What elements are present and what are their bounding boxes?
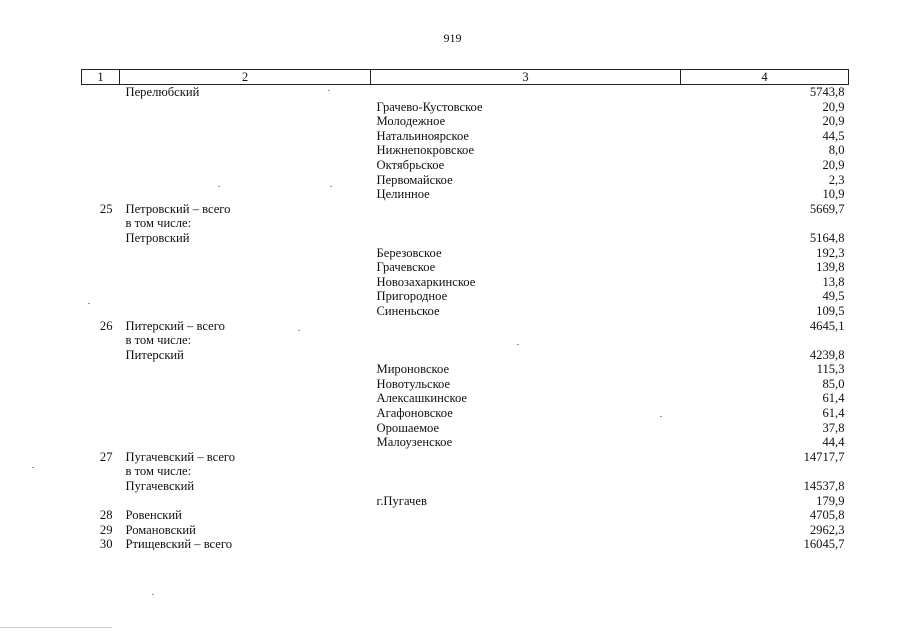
row-number: [82, 333, 120, 348]
district-name: Ртищевский – всего: [125, 537, 233, 552]
row-number: [82, 231, 120, 246]
row-value: 14537,8: [803, 479, 845, 494]
settlement-name: Новозахаркинское: [376, 274, 476, 289]
row-number: [82, 260, 120, 275]
row-value: 44,5: [822, 128, 845, 143]
settlement-name: Нижнепокровское: [376, 143, 475, 158]
row-number: [82, 85, 120, 100]
scan-edge-line: [0, 627, 112, 628]
table-row: [82, 450, 849, 465]
row-value: 37,8: [822, 420, 845, 435]
district-name: [120, 421, 371, 436]
row-number: [82, 173, 120, 188]
table-row: [82, 85, 849, 100]
row-value: 2,3: [828, 172, 845, 187]
row-value: 5743,8: [809, 85, 845, 99]
district-name: [120, 100, 371, 115]
table-body: [82, 85, 849, 553]
district-name: [120, 114, 371, 129]
settlement-name: г.Пугачев: [376, 493, 427, 508]
row-value: 44,4: [822, 435, 845, 450]
row-value: 13,8: [822, 274, 845, 289]
row-number: [82, 187, 120, 202]
row-number: 25: [99, 201, 113, 216]
settlement-name: [371, 464, 681, 479]
row-number: [82, 435, 120, 450]
row-number: [82, 216, 120, 231]
table-row: [82, 275, 849, 290]
district-name: [120, 260, 371, 275]
district-name: [120, 391, 371, 406]
row-value: 8,0: [828, 143, 845, 158]
settlement-name: [371, 231, 681, 246]
settlement-name: [371, 319, 681, 334]
district-name: в том числе:: [125, 216, 192, 231]
table-row: [82, 494, 849, 509]
table-row: [82, 479, 849, 494]
table-row: [82, 537, 849, 552]
table-row: [82, 143, 849, 158]
district-name: [120, 304, 371, 319]
district-name: [120, 173, 371, 188]
district-name: [120, 129, 371, 144]
row-value: 14717,7: [803, 449, 845, 464]
district-name: [120, 377, 371, 392]
table-row: [82, 129, 849, 144]
table-row: [82, 508, 849, 523]
row-number: 27: [99, 449, 113, 464]
district-name: Перелюбский: [125, 85, 200, 99]
row-value: 115,3: [816, 362, 845, 377]
settlement-name: Октябрьское: [376, 157, 445, 172]
settlement-name: Синеньское: [376, 303, 440, 318]
district-name: [120, 275, 371, 290]
row-number: 30: [99, 537, 113, 552]
district-name: [120, 143, 371, 158]
district-name: [120, 187, 371, 202]
row-value: 20,9: [822, 114, 845, 129]
settlement-name: Первомайское: [376, 172, 453, 187]
settlement-name: Алексашкинское: [376, 391, 468, 406]
row-value: 85,0: [822, 376, 845, 391]
row-value: 4239,8: [809, 347, 845, 362]
settlement-name: [371, 333, 681, 348]
row-number: [82, 275, 120, 290]
settlement-name: [371, 202, 681, 217]
row-number: [82, 100, 120, 115]
row-number: [82, 158, 120, 173]
district-name: [120, 158, 371, 173]
table-row: [82, 377, 849, 392]
column-header-2: 2: [120, 70, 371, 85]
district-name: [120, 435, 371, 450]
row-number: 29: [99, 522, 113, 537]
settlement-name: Малоузенское: [376, 435, 453, 450]
row-number: [82, 143, 120, 158]
table-row: [82, 523, 849, 538]
page-number: 919: [443, 31, 462, 45]
row-value: 16045,7: [803, 537, 845, 552]
district-name: [120, 289, 371, 304]
table-row: [82, 246, 849, 261]
table-row: [82, 187, 849, 202]
district-name: [120, 362, 371, 377]
row-number: [82, 304, 120, 319]
settlement-name: Молодежное: [376, 114, 446, 129]
row-value: 10,9: [822, 187, 845, 202]
settlement-name: [371, 450, 681, 465]
column-header-1: 1: [82, 70, 120, 85]
settlement-name: [371, 85, 681, 100]
table-row: [82, 231, 849, 246]
settlement-name: Пригородное: [376, 289, 448, 304]
settlement-name: Мироновское: [376, 362, 450, 377]
table-row: [82, 362, 849, 377]
row-number: [82, 246, 120, 261]
district-name: [120, 406, 371, 421]
table-row: [82, 304, 849, 319]
settlement-name: [371, 537, 681, 552]
row-value: 4645,1: [809, 318, 845, 333]
row-number: [82, 479, 120, 494]
data-table: [81, 69, 849, 552]
header-row: [82, 70, 849, 85]
row-value: 20,9: [822, 157, 845, 172]
settlement-name: Березовское: [376, 245, 442, 260]
row-number: [82, 391, 120, 406]
table-row: [82, 216, 849, 231]
settlement-name: Новотульское: [376, 376, 451, 391]
row-value: 5669,7: [809, 201, 845, 216]
row-value: 61,4: [822, 406, 845, 421]
row-number: [82, 129, 120, 144]
row-number: 26: [99, 318, 113, 333]
row-value: 109,5: [816, 303, 845, 318]
row-value: 2962,3: [809, 522, 845, 537]
column-header-3: 3: [371, 70, 681, 85]
table-row: [82, 289, 849, 304]
settlement-name: Грачевское: [376, 260, 436, 275]
table-row: [82, 333, 849, 348]
row-number: 28: [99, 508, 113, 523]
district-name: [120, 246, 371, 261]
district-name: Пугачевский: [125, 479, 195, 494]
table-row: [82, 391, 849, 406]
table-row: [82, 114, 849, 129]
column-header-4: 4: [681, 70, 849, 85]
row-value: 139,8: [816, 260, 845, 275]
settlement-name: [371, 216, 681, 231]
row-value: 49,5: [822, 289, 845, 304]
table-row: [82, 406, 849, 421]
row-value: 4705,8: [809, 508, 845, 523]
district-name: Питерский: [125, 347, 184, 362]
district-name: [120, 494, 371, 509]
table-row: [82, 464, 849, 479]
row-number: [82, 114, 120, 129]
row-value: 61,4: [822, 391, 845, 406]
settlement-name: [371, 479, 681, 494]
settlement-name: Орошаемое: [376, 420, 440, 435]
row-value: 179,9: [816, 493, 845, 508]
district-name: Петровский: [125, 230, 190, 245]
table-row: [82, 435, 849, 450]
district-name: в том числе:: [125, 464, 192, 479]
table-row: [82, 319, 849, 334]
district-name: Петровский – всего: [125, 201, 231, 216]
row-value: [681, 464, 849, 479]
table-row: [82, 260, 849, 275]
settlement-name: [371, 523, 681, 538]
settlement-name: Грачево-Кустовское: [376, 99, 483, 114]
table-row: [82, 173, 849, 188]
district-name: в том числе:: [125, 333, 192, 348]
table-row: [82, 348, 849, 363]
row-value: [681, 333, 849, 348]
row-number: [82, 421, 120, 436]
row-number: [82, 464, 120, 479]
settlement-name: Натальиноярское: [376, 128, 469, 143]
table-row: [82, 421, 849, 436]
settlement-name: [371, 508, 681, 523]
table-row: [82, 202, 849, 217]
row-number: [82, 494, 120, 509]
table-row: [82, 158, 849, 173]
row-number: [82, 289, 120, 304]
settlement-name: Целинное: [376, 187, 430, 202]
table-row: [82, 100, 849, 115]
row-value: 5164,8: [809, 230, 845, 245]
district-name: Ровенский: [125, 508, 182, 523]
table-header: [82, 70, 849, 85]
district-name: Романовский: [125, 522, 196, 537]
row-value: [681, 216, 849, 231]
row-number: [82, 377, 120, 392]
row-number: [82, 406, 120, 421]
settlement-name: Агафоновское: [376, 406, 453, 421]
row-value: 192,3: [816, 245, 845, 260]
district-name: Пугачевский – всего: [125, 449, 236, 464]
settlement-name: [371, 348, 681, 363]
district-name: Питерский – всего: [125, 318, 225, 333]
row-number: [82, 362, 120, 377]
row-value: 20,9: [822, 99, 845, 114]
row-number: [82, 348, 120, 363]
